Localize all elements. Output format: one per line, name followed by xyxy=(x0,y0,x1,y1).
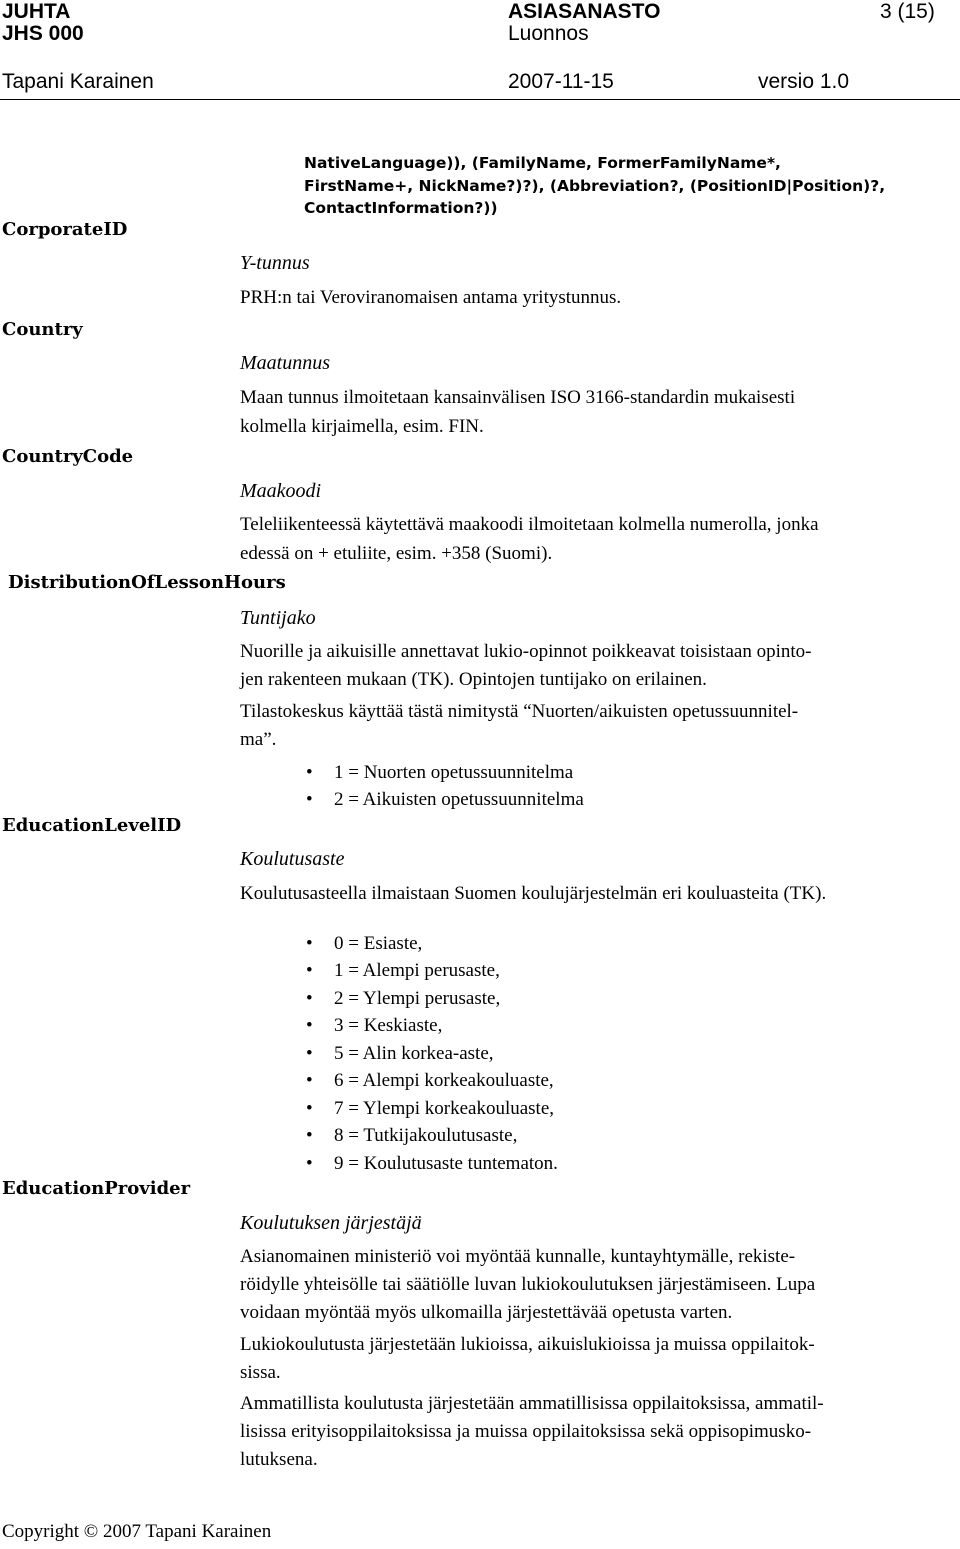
term-education-level-id: EducationLevelID xyxy=(2,815,182,836)
list-item: • 5 = Alin korkea-aste, xyxy=(306,1040,494,1068)
subheading-maakoodi: Maakoodi xyxy=(240,480,322,502)
header-doc-id: JHS 000 xyxy=(2,22,84,45)
header-date: 2007-11-15 xyxy=(508,70,614,93)
code-line: NativeLanguage)), (FamilyName, FormerFamilyName*, xyxy=(304,154,781,172)
paragraph-distribution-line: ma”. xyxy=(240,729,277,750)
paragraph-distribution-line: Tilastokeskus käyttää tästä nimitystä “Nuorten/aikuisten opetussuunnitel- xyxy=(240,701,799,722)
subheading-koulutusaste: Koulutusaste xyxy=(240,848,345,870)
paragraph-country-line: kolmella kirjaimella, esim. FIN. xyxy=(240,416,484,437)
header-org: JUHTA xyxy=(2,0,71,23)
term-country: Country xyxy=(2,319,83,340)
subheading-koulutuksen-jarjestaja: Koulutuksen järjestäjä xyxy=(240,1212,422,1234)
code-line: FirstName+, NickName?)?), (Abbreviation?, (PositionID|Position)?, xyxy=(304,177,886,195)
header-divider xyxy=(0,99,960,100)
paragraph-provider-line: voidaan myöntää myös ulkomailla järjestettävää opetusta varten. xyxy=(240,1302,733,1323)
list-item: • 8 = Tutkijakoulutusaste, xyxy=(306,1122,517,1150)
subheading-tuntijako: Tuntijako xyxy=(240,607,316,629)
footer-copyright: Copyright © 2007 Tapani Karainen xyxy=(2,1521,272,1542)
term-distribution-of-lesson-hours: DistributionOfLessonHours xyxy=(8,572,286,593)
paragraph-provider-line: Ammatillista koulutusta järjestetään ammatillisissa oppilaitoksissa, ammatil- xyxy=(240,1393,824,1414)
paragraph-provider-line: lutuksena. xyxy=(240,1449,318,1470)
list-item: • 2 = Aikuisten opetussuunnitelma xyxy=(306,786,584,814)
paragraph-country-line: Maan tunnus ilmoitetaan kansainvälisen ISO 3166-standardin mukaisesti xyxy=(240,387,796,408)
term-corporate-id: CorporateID xyxy=(2,219,128,240)
paragraph-distribution-line: Nuorille ja aikuisille annettavat lukio-opinnot poikkeavat toisistaan opinto- xyxy=(240,641,812,662)
list-item: • 9 = Koulutusaste tuntematon. xyxy=(306,1150,558,1178)
list-item: • 2 = Ylempi perusaste, xyxy=(306,985,500,1013)
list-item: • 6 = Alempi korkeakouluaste, xyxy=(306,1067,554,1095)
term-education-provider: EducationProvider xyxy=(2,1178,191,1199)
term-country-code: CountryCode xyxy=(2,446,134,467)
paragraph-country-code-line: Teleliikenteessä käytettävä maakoodi ilmoitetaan kolmella numerolla, jonka xyxy=(240,514,819,535)
header-status: Luonnos xyxy=(508,22,589,45)
list-item: • 1 = Nuorten opetussuunnitelma xyxy=(306,759,573,787)
header-page-number: 3 (15) xyxy=(880,0,935,23)
header-version: versio 1.0 xyxy=(758,70,850,93)
header-title: ASIASANASTO xyxy=(508,0,661,23)
list-item: • 0 = Esiaste, xyxy=(306,930,422,958)
list-item: • 1 = Alempi perusaste, xyxy=(306,957,500,985)
paragraph-education-level: Koulutusasteella ilmaistaan Suomen koulujärjestelmän eri kouluasteita (TK). xyxy=(240,883,827,904)
subheading-y-tunnus: Y-tunnus xyxy=(240,252,310,274)
paragraph-provider-line: sissa. xyxy=(240,1362,281,1383)
list-item: • 3 = Keskiaste, xyxy=(306,1012,442,1040)
code-line: ContactInformation?)) xyxy=(304,199,498,217)
paragraph-corporate: PRH:n tai Veroviranomaisen antama yritystunnus. xyxy=(240,287,622,308)
paragraph-provider-line: Lukiokoulutusta järjestetään lukioissa, aikuislukioissa ja muissa oppilaitok- xyxy=(240,1334,815,1355)
list-item: • 7 = Ylempi korkeakouluaste, xyxy=(306,1095,554,1123)
header-author: Tapani Karainen xyxy=(2,70,154,93)
subheading-maatunnus: Maatunnus xyxy=(240,352,330,374)
paragraph-provider-line: Asianomainen ministeriö voi myöntää kunnalle, kuntayhtymälle, rekiste- xyxy=(240,1246,796,1267)
paragraph-distribution-line: jen rakenteen mukaan (TK). Opintojen tuntijako on erilainen. xyxy=(240,669,707,690)
paragraph-provider-line: röidylle yhteisölle tai säätiölle luvan lukiokoulutuksen järjestämiseen. Lupa xyxy=(240,1274,816,1295)
paragraph-country-code-line: edessä on + etuliite, esim. +358 (Suomi). xyxy=(240,543,553,564)
paragraph-provider-line: lisissa erityisoppilaitoksissa ja muissa oppilaitoksissa sekä oppisopimusko- xyxy=(240,1421,812,1442)
